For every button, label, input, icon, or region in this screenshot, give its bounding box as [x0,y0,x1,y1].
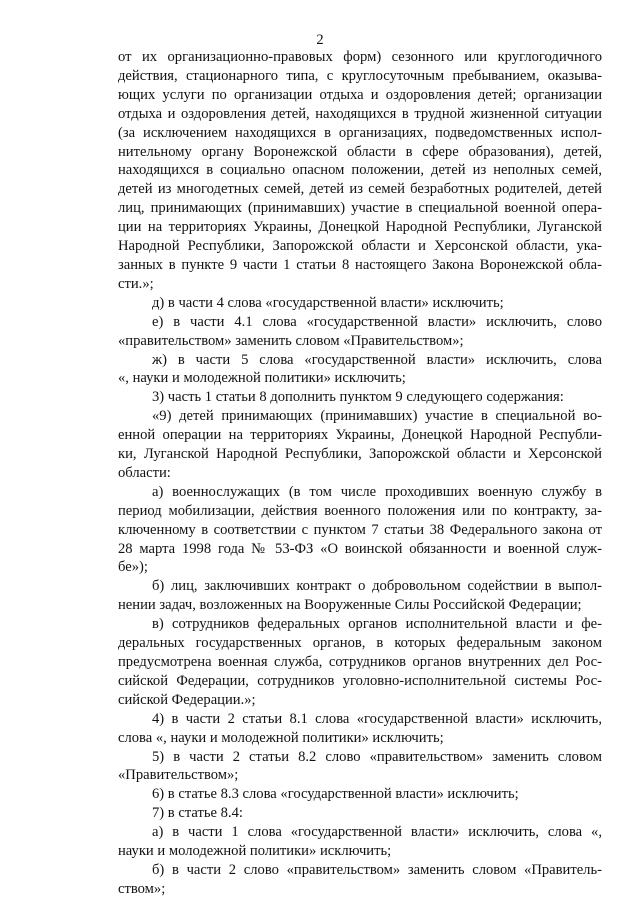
text-line: 3) часть 1 статьи 8 дополнить пунктом 9 следующего содержания: [152,389,564,406]
text-line: «правительством» заменить словом «Правительством»; [118,332,464,349]
text-line: нительному органу Воронежской области в сфере образования), детей, [118,143,602,160]
paragraph [118,48,602,294]
text-line: Народной Республики, Запорожской области и Херсонской области, ука- [118,238,602,255]
text-line: (за исключением находящихся в организациях, подведомственных испол- [118,124,602,141]
text-line: области: [118,464,171,481]
paragraph [118,823,602,861]
text-line: е) в части 4.1 слова «государственной власти» исключить, слово [152,313,602,330]
text-line: а) военнослужащих (в том числе проходивших военную службу в [152,483,602,500]
text-line: «, науки и молодежной политики» исключить; [118,370,406,387]
paragraph [118,577,602,615]
text-line: 28 марта 1998 года № 53-ФЗ «О воинской обязанности и военной служ- [118,540,602,557]
paragraph [118,351,602,389]
paragraph [118,407,602,483]
text-line: б) в части 2 слово «правительством» заменить словом «Правитель- [152,861,602,878]
text-line: деральных государственных органов, в которых федеральным законом [118,635,602,652]
text-line: 4) в части 2 статьи 8.1 слова «государственной власти» исключить, [152,710,602,727]
text-line: енной операции на территориях Украины, Донецкой Народной Республи- [118,427,602,444]
text-line: ством»; [118,880,166,897]
text-line: а) в части 1 слова «государственной власти» исключить, слова «, [152,824,602,841]
paragraph [118,748,602,786]
text-line: действия, стационарного типа, с круглосуточным пребыванием, оказыва- [118,67,602,84]
text-line: ж) в части 5 слова «государственной власти» исключить, слова [152,351,602,368]
text-line: 5) в части 2 статьи 8.2 слово «правительством» заменить словом [152,748,602,765]
paragraph [118,388,602,407]
text-line: слова «, науки и молодежной политики» исключить; [118,729,444,746]
text-line: бе»); [118,559,148,576]
text-line: детей из многодетных семей, детей из семей безработных родителей, детей [118,181,602,198]
text-line: от их организационно-правовых форм) сезонного или круглогодичного [118,49,602,65]
text-line: «Правительством»; [118,767,239,784]
document-body [118,48,602,899]
text-line: занных в пункте 9 части 1 статьи 8 настоящего Закона Воронежской обла- [118,256,602,273]
text-line: лиц, принимающих (принимавших) участие в специальной военной опера- [118,200,602,217]
text-line: 7) в статье 8.4: [152,805,243,822]
text-line: ки, Луганской Народной Республики, Запорожской области и Херсонской [118,446,602,463]
paragraph [118,294,602,313]
text-line: сти.»; [118,275,154,292]
text-line: период мобилизации, действия военного положения или по контракту, за- [118,502,602,519]
paragraph [118,615,602,710]
text-line: ющих услуги по организации отдыха и оздоровления детей; организации [118,86,602,103]
text-line: ключенному в соответствии с пунктом 7 статьи 38 Федерального закона от [118,521,602,538]
paragraph [118,804,602,823]
text-line: 6) в статье 8.3 слова «государственной власти» исключить; [152,786,519,803]
text-line: отдыха и оздоровления детей, находящихся в трудной жизненной ситуации [118,105,602,122]
text-line: нении задач, возложенных на Вооруженные Силы Российской Федерации; [118,597,582,614]
text-line: ции на территориях Украины, Донецкой Народной Республики, Луганской [118,219,602,236]
text-line: б) лиц, заключивших контракт о добровольном содействии в выпол- [152,578,602,595]
text-line: находящихся в социально опасном положении, детей из неполных семей, [118,162,602,179]
text-line: в) сотрудников федеральных органов исполнительной власти и фе- [152,616,602,633]
paragraph [118,785,602,804]
text-line: «9) детей принимающих (принимавших) участие в специальной во- [152,408,602,425]
paragraph [118,483,602,578]
paragraph [118,313,602,351]
text-line: сийской Федерации.»; [118,691,256,708]
text-line: науки и молодежной политики» исключить; [118,843,392,860]
text-line: предусмотрена военная служба, сотрудников органов внутренних дел Рос- [118,654,602,670]
page-number: 2 [316,32,324,48]
paragraph [118,710,602,748]
text-line: д) в части 4 слова «государственной власти» исключить; [152,294,504,311]
paragraph [118,861,602,899]
text-line: сийской Федерации, сотрудников уголовно-исполнительной системы Рос- [118,672,602,689]
